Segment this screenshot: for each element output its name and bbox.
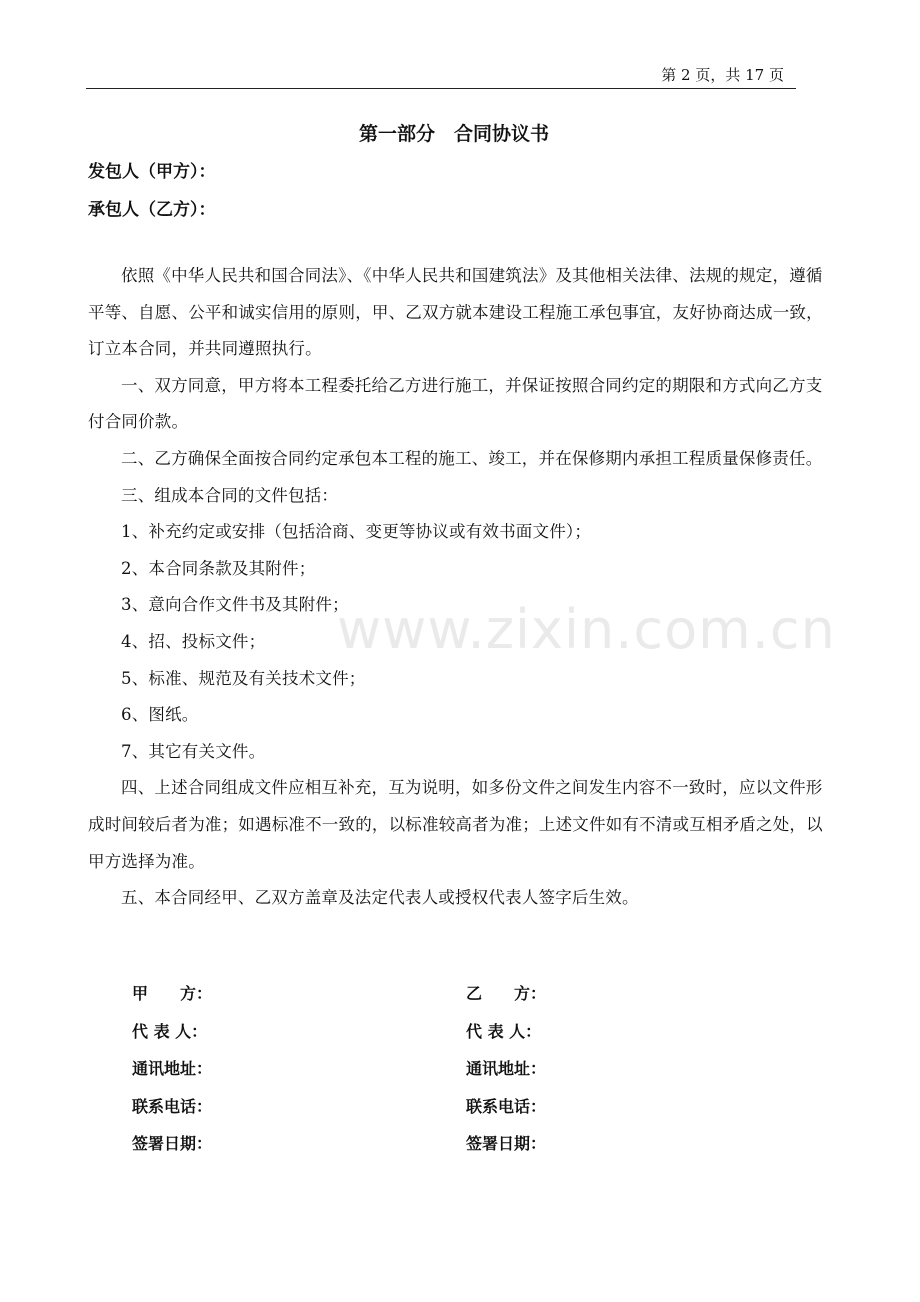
document-item-4: 4、招、投标文件； [121,631,266,651]
page-header [86,62,796,89]
document-item-6: 6、图纸。 [121,705,199,725]
party-a-phone-label: 联系电话： [132,1096,213,1116]
party-b-address-label: 通讯地址： [466,1059,547,1078]
employer-label: 发包人（甲方）： [88,162,216,182]
party-b-name-label: 乙 方： [466,984,547,1003]
document-item-7: 7、其它有关文件。 [121,741,266,761]
party-a-name-label: 甲 方： [132,984,213,1003]
document-title: 第一部分 合同协议书 [358,123,549,145]
clause-5: 五、本合同经甲、乙双方盖章及法定代表人或授权代表人签字后生效。 [121,888,639,908]
document-item-3: 3、意向合作文件书及其附件； [121,595,349,615]
party-a-address-label: 通讯地址： [132,1059,213,1078]
clause-4: 四、上述合同组成文件应相互补充，互为说明，如多份文件之间发生内容不一致时，应以文件形成时间较后者为准；如遇标准不一致的，以标准较高者为准；上述文件如有不清或互相矛盾之处，以甲方选择为准。 [88,778,823,871]
party-a-date-label: 签署日期： [132,1134,213,1153]
contract-body [88,258,824,917]
contractor-label: 承包人（乙方）： [88,200,216,220]
document-item-1: 1、补充约定或安排（包括洽商、变更等协议或有效书面文件）； [121,522,592,542]
document-item-2: 2、本合同条款及其附件； [121,558,316,578]
document-item-5: 5、标准、规范及有关技术文件； [121,668,366,688]
watermark: www.zixin.com.cn [337,598,836,661]
party-b-date-label: 签署日期： [466,1134,547,1153]
page-number: 第 2 页，共 17 页 [661,66,784,84]
party-b-phone-label: 联系电话： [466,1096,547,1116]
clause-1: 一、双方同意，甲方将本工程委托给乙方进行施工，并保证按照合同约定的期限和方式向乙方支付合同价款。 [88,375,823,432]
clause-2: 二、乙方确保全面按合同约定承包本工程的施工、竣工，并在保修期内承担工程质量保修责任。 [121,448,823,468]
intro-paragraph: 依照《中华人民共和国合同法》、《中华人民共和国建筑法》及其他相关法律、法规的规定，遵循平等、自愿、公平和诚实信用的原则，甲、乙双方就本建设工程施工承包事宜，友好协商达成一致，订立本合同，并共同遵照执行。 [88,266,823,359]
clause-3: 三、组成本合同的文件包括： [121,485,339,505]
party-b-representative-label: 代 表 人： [466,1021,542,1041]
signature-block-party-a [132,975,212,1163]
party-a-representative-label: 代 表 人： [132,1021,208,1041]
signature-block-party-b [466,975,546,1163]
